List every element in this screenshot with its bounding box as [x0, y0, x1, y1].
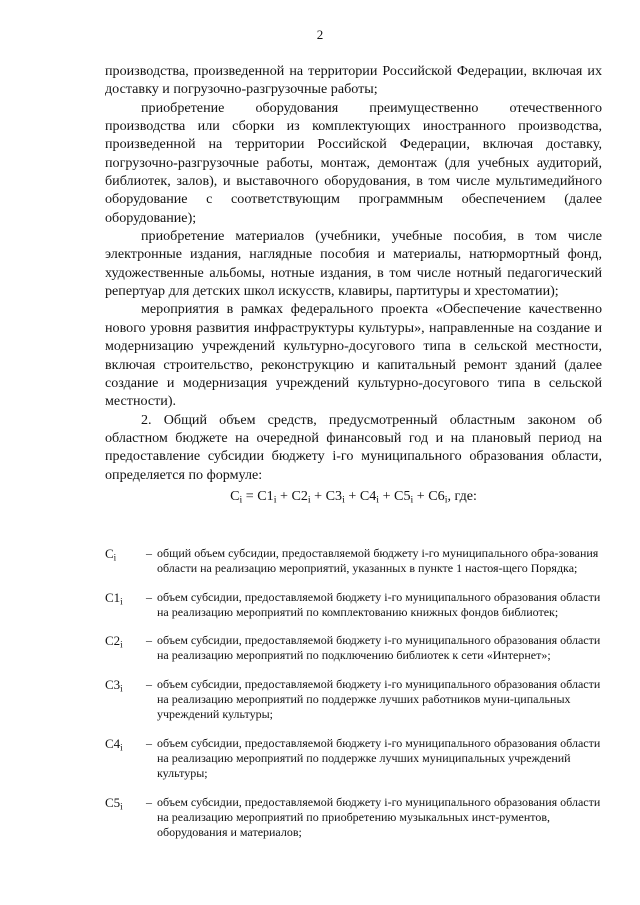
definition-dash: –	[146, 735, 152, 750]
definition-dash: –	[146, 676, 152, 691]
paragraph-total-volume: 2. Общий объем средств, предусмотренный областным законом об областном бюджете на очередной финансовый год и на плановый период на предоставление субсидии бюджету i-го муниципального образования области, определяется по формуле:	[105, 411, 602, 483]
formula-lhs: C	[230, 487, 240, 504]
definition-symbol: $C1_i$	[105, 589, 123, 606]
definition-item	[105, 677, 602, 723]
formula-term-2: C2	[291, 487, 308, 504]
definition-dash: –	[146, 546, 152, 560]
formula-term-3: C3	[325, 487, 343, 504]
paragraph-equipment: приобретение оборудования преимущественно отечественного производства или сборки из комплектующих иностранного производства, произведенной на территории Российской Федерации, включая доставку, погрузочно-разгрузочные работы, монтаж, демонтаж (для учебных аудиторий, библиотек, залов), и выставочного оборудования, в том числе мультимедийного оборудование с соответствующим программным обеспечением (далее оборудование);	[105, 99, 602, 226]
definition-text: общий объем субсидии, предоставляемой бюджету i-го муниципального обра-зования области на реализацию мероприятий, указанных в пункте 1 настоя-щего Порядка;	[157, 546, 599, 576]
formula: $C_i = C1_i + C2_i + C3_i + C4_i + C5_i + C6_i$, где:	[230, 487, 477, 506]
definition-text: объем субсидии, предоставляемой бюджету i-го муниципального образования области на реализацию мероприятий по поддержке лучших муниципальных учреждений культуры;	[157, 735, 601, 781]
page-number: 2	[316, 27, 324, 42]
definition-symbol: $C_i$	[105, 546, 117, 563]
definition-text: объем субсидии, предоставляемой бюджету i-го муниципального образования области на реализацию мероприятий по поддержке лучших работников муни-ципальных учреждений культуры;	[157, 676, 601, 722]
definition-symbol: $C4_i$	[105, 735, 123, 752]
formula-term-4: C4	[359, 487, 377, 504]
definition-item	[105, 795, 602, 841]
paragraph-continuation: производства, произведенной на территории Российской Федерации, включая их доставку и погрузочно-разгрузочные работы;	[105, 63, 602, 98]
paragraph-materials: приобретение материалов (учебники, учебные пособия, в том числе электронные издания, наглядные пособия и материалы, натюрмортный фонд, художественные альбомы, нотные издания, в том числе нотный педагогический репертуар для детских школ искусств, клавиры, партитуры и хрестоматии);	[105, 228, 602, 300]
definition-item	[105, 590, 602, 621]
definition-symbol: $C5_i$	[105, 794, 123, 811]
formula-term-5: C5	[394, 487, 411, 504]
definition-dash: –	[146, 633, 152, 648]
paragraph-federal-project: мероприятия в рамках федерального проекта «Обеспечение качественно нового уровня развития инфраструктуры культуры», направленные на создание и модернизацию учреждений культурно-досугового типа в сельской местности, включая строительство, реконструкцию и капитальный ремонт зданий (далее создание и модернизация учреждений культурно-досугового типа в сельской местности).	[105, 301, 602, 410]
definition-dash: –	[146, 589, 152, 604]
definition-symbol: $C3_i$	[105, 676, 123, 694]
definition-item	[105, 633, 602, 664]
formula-term-6: C6	[428, 487, 445, 504]
definition-text: объем субсидии, предоставляемой бюджету i-го муниципального образования области на реализацию мероприятий по подключению библиотек к сети «Интернет»;	[157, 633, 601, 663]
definition-item	[105, 736, 602, 782]
definition-dash: –	[146, 794, 152, 809]
definition-text: объем субсидии, предоставляемой бюджету i-го муниципального образования области на реализацию мероприятий по приобретению музыкальных инст-рументов, оборудования и материалов;	[157, 794, 601, 840]
definition-text: объем субсидии, предоставляемой бюджету i-го муниципального образования области на реализацию мероприятий по комплектованию книжных фондов библиотек;	[157, 589, 601, 619]
document-body	[105, 62, 602, 507]
definitions-list	[105, 546, 602, 853]
formula-term-1: C1	[257, 487, 274, 504]
definition-item	[105, 546, 602, 577]
definition-symbol: $C2_i$	[105, 633, 123, 650]
